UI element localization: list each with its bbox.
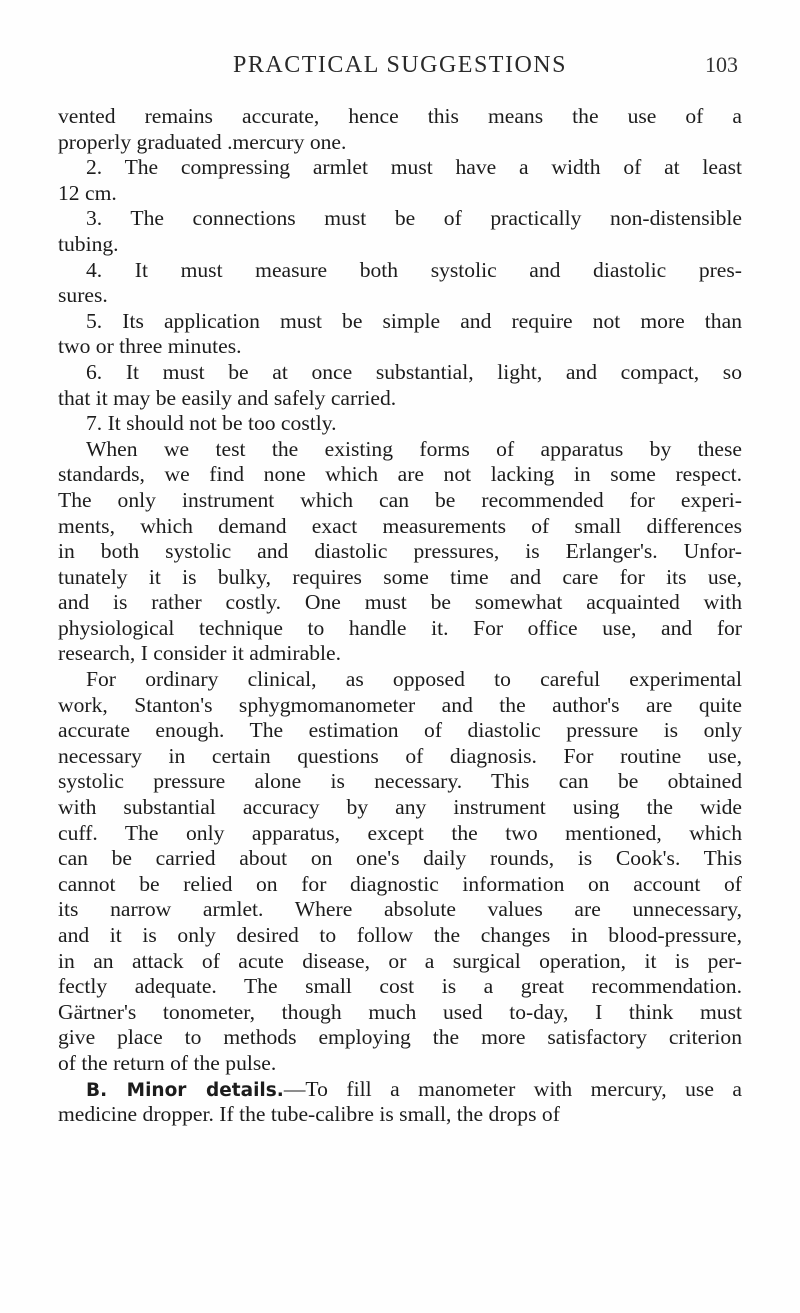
text-line: 12 cm. (58, 180, 117, 205)
text-line: of the return of the pulse. (58, 1050, 277, 1075)
text-line: two or three minutes. (58, 334, 242, 359)
text-line: cuff. The only apparatus, except the two mentioned, which (58, 820, 742, 845)
text-line: ments, which demand exact measurements of small differences (58, 513, 742, 538)
text-line: For ordinary clinical, as opposed to careful experimental (86, 667, 742, 692)
text-line: fectly adequate. The small cost is a great recommendation. (58, 974, 742, 999)
paragraph-lines (58, 104, 742, 1077)
text-line: vented remains accurate, hence this means the use of a (58, 104, 742, 128)
text-line: 7. It should not be too costly. (86, 411, 337, 436)
text-line: 3. The connections must be of practically non-distensible (86, 206, 742, 231)
text-line: in an attack of acute disease, or a surgical operation, it is per- (58, 948, 742, 973)
text-line: necessary in certain questions of diagnosis. For routine use, (58, 743, 742, 768)
section-heading-minor-details: B. Minor details. (86, 1079, 284, 1101)
text-line: Gärtner's tonometer, though much used to-day, I think must (58, 999, 742, 1024)
text-line: 5. Its application must be simple and require not more than (86, 308, 742, 333)
text-line: with substantial accuracy by any instrument using the wide (58, 795, 742, 820)
text-line: accurate enough. The estimation of diastolic pressure is only (58, 718, 742, 743)
body-text (58, 104, 742, 1128)
text-line: When we test the existing forms of apparatus by these (86, 436, 742, 461)
text-line: its narrow armlet. Where absolute values are unnecessary, (58, 897, 742, 922)
text-line: and it is only desired to follow the changes in blood-pressure, (58, 923, 742, 947)
text-line: systolic pressure alone is necessary. This can be obtained (58, 769, 742, 794)
text-line-minor-details (58, 1077, 742, 1103)
running-head (60, 48, 740, 82)
text-line: can be carried about on one's daily rounds, is Cook's. This (58, 846, 742, 871)
text-line: that it may be easily and safely carried. (58, 385, 397, 410)
text-line: 2. The compressing armlet must have a width of at least (86, 155, 742, 180)
text-line: tubing. (58, 231, 119, 256)
text-line: sures. (58, 283, 108, 308)
text-line: properly graduated .mercury one. (58, 129, 347, 154)
text-line: 4. It must measure both systolic and diastolic pres- (86, 257, 742, 282)
text-line: research, I consider it admirable. (58, 641, 341, 666)
text-line: 6. It must be at once substantial, light, and compact, so (86, 359, 742, 384)
text-line: The only instrument which can be recommended for experi- (58, 487, 742, 512)
text-line: give place to methods employing the more satisfactory criterion (58, 1025, 742, 1050)
minor-details-line1-text: —To fill a manometer with mercury, use a (283, 1076, 742, 1101)
page-number: 103 (705, 52, 738, 77)
text-line: work, Stanton's sphygmomanometer and the author's are quite (58, 692, 742, 717)
running-title: PRACTICAL SUGGESTIONS (233, 52, 567, 78)
text-line-minor-details-cont: medicine dropper. If the tube-calibre is small, the drops of (58, 1102, 560, 1127)
text-line: cannot be relied on for diagnostic information on account of (58, 871, 742, 896)
text-line: standards, we find none which are not lacking in some respect. (58, 462, 742, 487)
text-line: physiological technique to handle it. For office use, and for (58, 615, 742, 640)
text-line: tunately it is bulky, requires some time and care for its use, (58, 564, 742, 589)
text-line: and is rather costly. One must be somewhat acquainted with (58, 590, 742, 615)
text-line: in both systolic and diastolic pressures, is Erlanger's. Unfor- (58, 539, 742, 564)
